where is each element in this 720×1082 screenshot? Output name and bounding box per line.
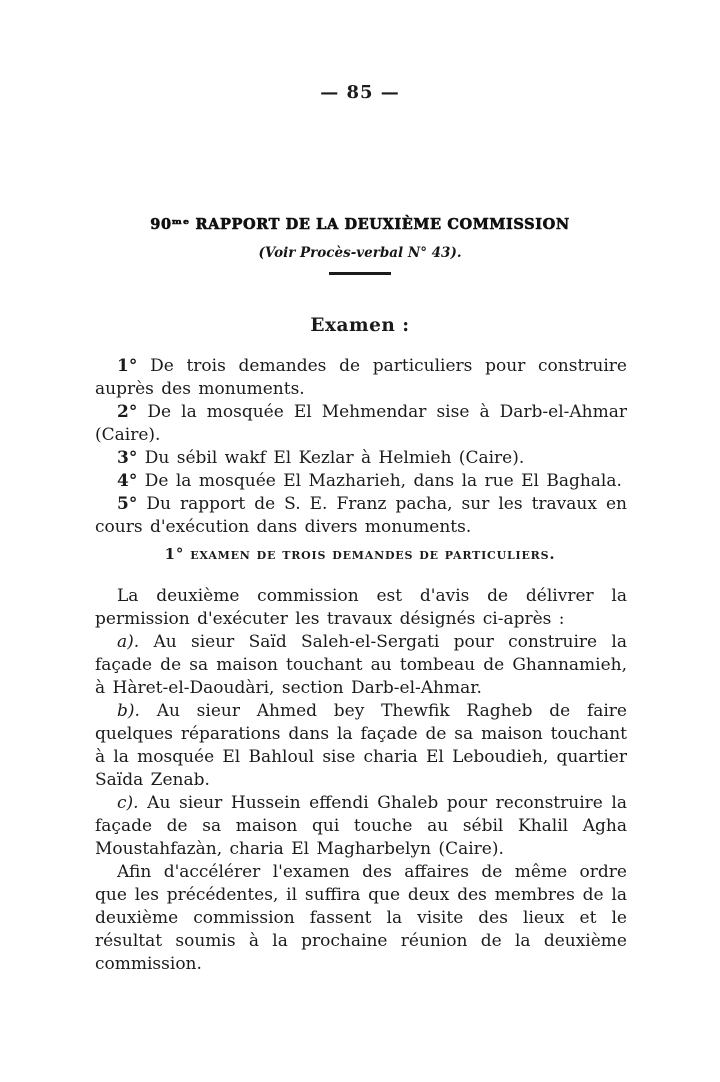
entry-c-marker: c). <box>117 793 139 813</box>
agenda-item-5-text: Du rapport de S. E. Franz pacha, sur les travaux en cours d'exécution dans divers monuments. <box>95 494 627 537</box>
agenda-item-3-number: 3° <box>117 448 138 468</box>
agenda-item-1 <box>95 355 627 401</box>
section-one-number: 1° <box>164 545 185 563</box>
agenda-item-2-text: De la mosquée El Mehmendar sise à Darb-el-Ahmar (Caire). <box>95 402 627 445</box>
section-one-heading <box>0 545 720 563</box>
agenda-item-4 <box>95 470 627 493</box>
report-title: 90ᵐᵉ RAPPORT DE LA DEUXIÈME COMMISSION <box>150 216 570 233</box>
agenda-item-5-number: 5° <box>117 494 138 514</box>
agenda-item-5 <box>95 493 627 539</box>
entry-b-marker: b). <box>117 701 140 721</box>
agenda-item-4-text: De la mosquée El Mazharieh, dans la rue El Baghala. <box>144 471 622 491</box>
agenda-item-4-number: 4° <box>117 471 138 491</box>
agenda-item-2-number: 2° <box>117 402 138 422</box>
agenda-item-3 <box>95 447 627 470</box>
report-subtitle: (Voir Procès-verbal N° 43). <box>258 245 462 261</box>
section-one-title: examen de trois demandes de particuliers. <box>190 545 556 563</box>
entry-a <box>95 631 627 700</box>
closing-paragraph: Afin d'accélérer l'examen des affaires de même ordre que les précédentes, il suffira que deux des membres de la deuxième commission fassent la visite des lieux et le résultat soumis à la prochaine réunion de la deuxième commission. <box>95 862 627 974</box>
examen-heading: Examen : <box>310 315 410 336</box>
agenda-item-3-text: Du sébil wakf El Kezlar à Helmieh (Caire). <box>144 448 525 468</box>
header-divider-rule <box>329 272 391 275</box>
agenda-item-2 <box>95 401 627 447</box>
section-one-body <box>95 585 627 976</box>
entry-a-marker: a). <box>117 632 140 652</box>
entry-c-text: Au sieur Hussein effendi Ghaleb pour reconstruire la façade de sa maison qui touche au sébil Khalil Agha Moustahfazàn, charia El Magharbelyn (Caire). <box>95 793 627 859</box>
entry-c <box>95 792 627 861</box>
agenda-list <box>95 355 627 539</box>
page-number: — 85 — <box>320 82 400 103</box>
agenda-item-1-text: De trois demandes de particuliers pour construire auprès des monuments. <box>95 356 627 399</box>
entry-a-text: Au sieur Saïd Saleh-el-Sergati pour construire la façade de sa maison touchant au tombeau de Ghannamieh, à Hàret-el-Daoudàri, section Darb-el-Ahmar. <box>95 632 627 698</box>
intro-paragraph: La deuxième commission est d'avis de délivrer la permission d'exécuter les travaux désignés ci-après : <box>95 586 627 629</box>
agenda-item-1-number: 1° <box>117 356 138 376</box>
entry-b <box>95 700 627 792</box>
entry-b-text: Au sieur Ahmed bey Thewfik Ragheb de faire quelques réparations dans la façade de sa maison touchant à la mosquée El Bahloul sise charia El Leboudieh, quartier Saïda Zenab. <box>95 701 627 790</box>
